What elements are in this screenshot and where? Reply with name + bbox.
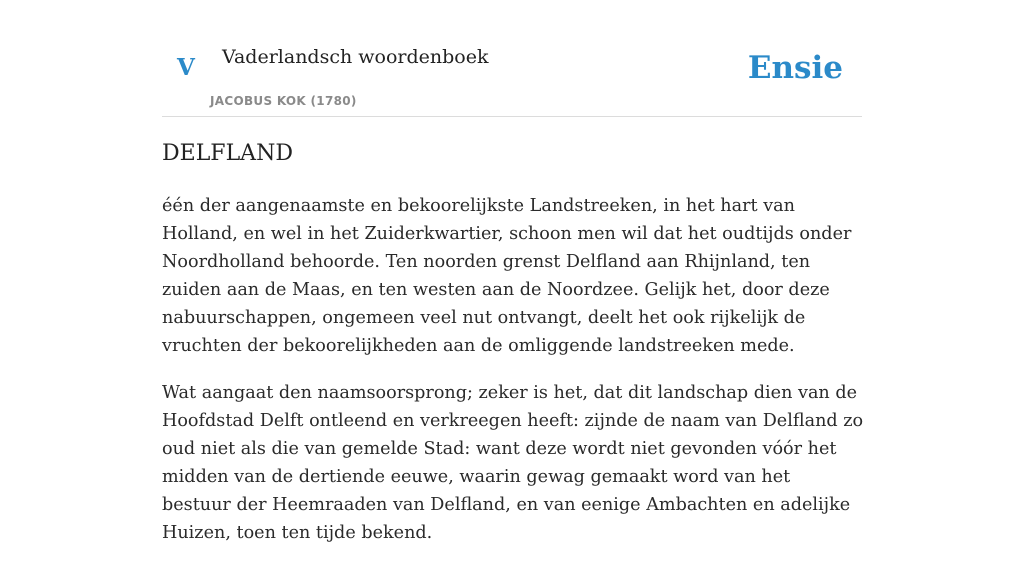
ensie-logo[interactable]: Ensie bbox=[747, 50, 843, 86]
entry-paragraph: Wat aangaat den naamsoorsprong; zeker is het, dat dit landschap dien van de Hoofdstad Delft ontleend en verkreegen heeft: zijnde de naam van Delfland zo oud niet als die van gemelde Stad: want deze wordt niet gevonden vóór het midden van de dertiende eeuwe, waarin gewag gemaakt word van het bestuur der Heemraaden van Delfland, en van eenige Ambachten en adelijke Huizen, toen ten tijde bekend. bbox=[162, 383, 864, 543]
entry-title: DELFLAND bbox=[162, 141, 293, 166]
entry-paragraph: één der aangenaamste en bekoorelijkste Landstreeken, in het hart van Holland, en wel in het Zuiderkwartier, schoon men wil dat het oudtijds onder Noordholland behoorde. Ten noorden grenst Delfland aan Rhijnland, ten zuiden aan de Maas, en ten westen aan de Noordzee. Gelijk het, door deze nabuurschappen, ongemeen veel nut ontvangt, deelt het ook rijkelijk de vruchten der bekoorelijkheden aan de omliggende landstreeken mede. bbox=[162, 196, 852, 356]
book-header bbox=[162, 0, 862, 117]
book-author: JACOBUS KOK (1780) bbox=[210, 94, 357, 108]
book-title-link[interactable]: Vaderlandsch woordenboek bbox=[222, 46, 489, 68]
entry-content bbox=[162, 192, 864, 566]
book-letter[interactable]: V bbox=[177, 54, 195, 81]
